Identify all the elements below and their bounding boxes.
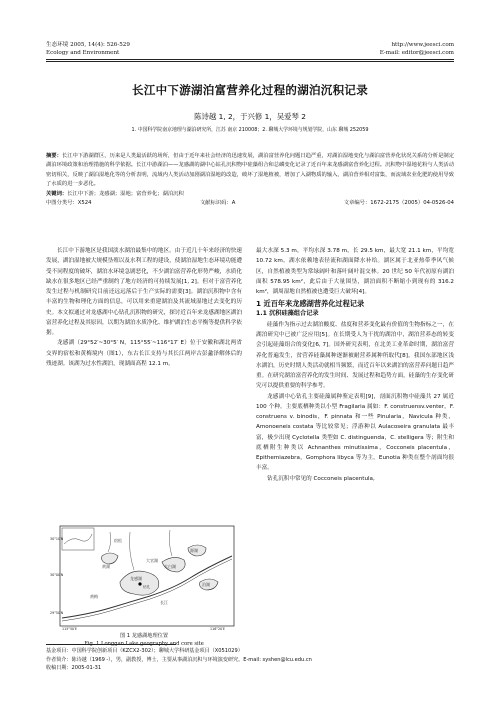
paper-title: 长江中下游湖泊富营养化过程的湖泊沉积记录 [132,83,368,97]
body-paragraph: 长江中下游地区是我国淡水湖泊最集中的地区。由于近几十年来经济的快速发展，湖泊湿地被大规模垦殖以及水利工程的建设，使湖泊湿地生态环境功能遭受不同程度的破坏，湖泊水环境急剧恶化，不少湖泊富营养化形势严峻，水质化缺水在很多地区已经严重制约了地方经济的可持续发展[1, 2]。但对于富营养化发生过程与机制研究目前还远远落后于生产实际的需要[3]。湖泊沉积物中含有丰富的生物和理化方面的信息，可以用来重建湖泊及其流域湿地过去变化的历史。本文拟通过对龙感湖中心钻孔沉积物的研究，探讨近百年来龙感湖地区湖泊富营养化过程及其原因，以期为湖泊水质净化、维护湖泊生态平衡等提供科学依据。 [46,248,242,336]
lat-label: 30°10′N [50,537,64,541]
lat-label: 29°50′N [50,611,64,615]
map-label: 长江 [160,600,168,605]
body-paragraph: 钻孔沉积中常见的 Cocconeis placentula, [267,475,375,482]
footnote-author: 作者简介：陈诗越（1969 -），男，副教授，博士，主要从事湖泊沉积与环境演变研究。E-mail: syshen@lcu.edu.cn [46,656,312,663]
body-paragraph: 硅藻作为指示过去湖泊酸度、盐度和营养变化最有价值的生物指标之一，在湖泊研究中已被广泛应用[5]。在长期受人为干扰的湖泊中，湖泊营养态的转变会引起硅藻组合的变化[6, 7]。国外研究表明，在北美工业革命时期，湖泊富营养化普遍发生，贫营养硅藻属种逐渐被耐营养属种所取代[8]。我国东部地区浅水湖泊，历史时期人类活动就相当频繁，而近百年以来湖泊的富营养问题日趋严重。在研究湖泊富营养化的发生时间、发展过程和趋势方面，硅藻的生存变化研究可以提供重要的科学参考。 [256,321,454,390]
map-label: 太白湖 [164,564,176,569]
keywords-text: 长江中下游；龙感湖；湿地；富营养化；湖泊沉积 [67,190,184,197]
footnote-fund: 基金项目：中国科学院创新项目（KZCX2-302）；聊城大学科研基金项目（X051029） [46,648,243,654]
footnote-received: 收稿日期：2005-01-31 [46,665,102,672]
keywords-label: 关键词： [46,190,68,197]
journal-email[interactable]: E-mail: editor@jeesci.com [379,49,454,56]
journal-header-right [380,42,454,57]
journal-header-left [46,42,130,57]
map-label: 黄梅 [90,594,98,599]
map-label: 钻孔 [143,585,151,589]
abstract-label: 摘要： [46,153,62,159]
figure-1-map [50,522,238,630]
journal-name-en: Ecology and Environment [46,49,120,56]
body-paragraph: 最大水深 5.3 m，平均水深 3.78 m，长 29.5 km，最大宽 21.1 km，平均宽 10.72 km。湖水依赖地表径流和湖面降水补给。湖区属于北亚热带季风气候区，自然植被类型为常绿阔叶和落叶阔叶混交林。20 世纪 50 年代初原有湖泊面积 578.95 km²，此后由于大量围垦，湖泊面积不断缩小到现有的 316.2 km²，湖周湿地自然植被也遭受巨大破坏[4]。 [256,248,454,295]
figure-caption-en: Fig. 1 Longgan Lake geography and core site [84,641,204,647]
map-label: 黄湖 [102,564,110,569]
core-site-marker [138,582,141,585]
article-number: 文章编号：1672-2175（2005）04-0526-04 [343,200,454,207]
map-label: 泊湖 [202,582,210,587]
map-label: 宿松 [114,538,122,543]
section-heading-1-1: 1.1 沉积硅藻组合记录 [256,310,319,318]
figure-caption-cn: 图 1 龙感湖地理位置 [119,633,169,639]
body-paragraph: 龙感湖（29°52′~30°5′ N，115°55′~116°17′ E）位于安徽和湖北两省交界的宿松和黄梅境内（图1），东古长江支持与其长江两岸古彭蠡泽解体后的残迹湖。该湖为过水性湖泊，现湖面高程 12.1 m， [46,340,242,367]
map-label: 大官湖 [146,558,158,563]
abstract-text: 长江中下游湖群区，历来是人类最活跃的场所，但由于近年来社会经济的迅速发展，湖泊富营养化问题日趋严重，对湖泊湿地变化与湖泊富营养化状况关系的分析是制定湖泊环境政策和治理措施的科学依据。长江中游湖泊——龙感湖的湖中心钻孔沉积物中硅藻组合和总磷变化记录了近百年来龙感湖富营养化过程。沉积物中湿地花粉与人类活动密切相关，反映了湖泊湿地化等的分析表明，流域内人类活动加剧湖泊湿地的改造，破坏了湿地植被，增加了入湖物质的输入，湖泊营养相对富集，而流域农业化肥的使用导致了水质的进一步恶化。 [46,153,454,188]
lon-label: 115°50′E [62,627,77,630]
lon-label: 116°20′E [210,627,225,630]
map-label: 源湖 [190,548,198,553]
footnote-rule [46,644,176,645]
section-heading-1: 1 近百年来龙感湖营养化过程记录 [256,299,365,309]
paper-affiliation: 1. 中国科学院南京地理与湖泊研究所，江苏 南京 210008；2. 聊城大学环境与规划学院，山东 聊城 252059 [131,127,369,133]
clc-number: 中图分类号：X524 [46,200,92,207]
abstract-block [46,152,454,208]
document-code: 文献标识码：A [199,200,236,207]
journal-citation: 生态环境 2005, 14(4): 526-529 [46,42,130,48]
paper-authors: 陈诗越 1, 2，于兴修 1，吴爱琴 2 [194,112,306,121]
lat-label: 30°00′N [50,573,64,577]
map-label: 龙感湖 [130,576,142,581]
header-rule-2 [46,61,454,62]
keywords-line [46,190,454,199]
abstract-paragraph [46,152,454,190]
map-svg [50,522,238,630]
journal-url[interactable]: http://www.jeesci.com [391,42,454,48]
body-right-column [256,246,454,484]
classification-line [46,199,454,208]
body-paragraph: 龙感湖中心钻孔主要硅藻属种鉴定表明[9]，剖面沉积物中硅藻共 27 属近 100 个种。主要底栖种类以小型 Fragilaria 属如：F. construensv.venter，F. construens v. binodis，F. pinnata 和一些 Pinularia，Navicula 种类，Amonoeneis costata 等比较常见；浮游种以 Aulacoseira granulata 最丰富，极少出现 Cyclotella 类型如 C. distinguenda，C. stelligera 等；附生和底栖附生种类以 Achnanthes minutissima，Cocconeis placentula，Epithemiazebra，Gomphora libyca 等为主，Eunotia 种类在整个剖面均很丰富。 [256,393,454,472]
body-left-column [46,246,242,369]
footnotes [46,647,454,673]
figure-1-caption [46,632,242,648]
